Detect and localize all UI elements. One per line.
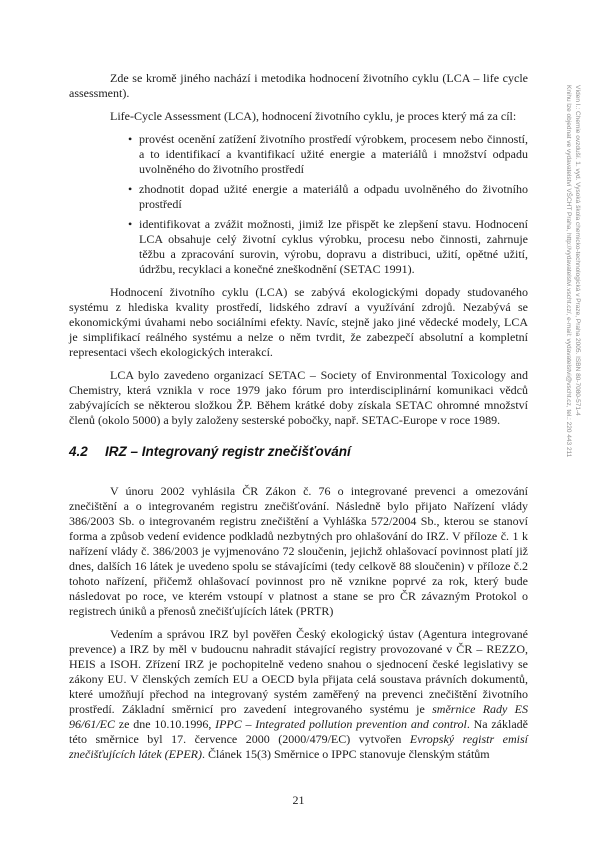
page-number: 21: [292, 793, 305, 807]
text-segment: . Na základě této směrnice byl 17. července 2000 (2000/479/EC) vytvořen: [69, 717, 528, 746]
paragraph-irz-law: V únoru 2002 vyhlásila ČR Zákon č. 76 o integrované prevenci a omezování znečištění a o integrovaném registru znečišťování. Následně bylo přijato Nařízení vlády 386/2003 Sb. o integrovaném registru znečištění a Vyhláška 572/2004 Sb., kterou se stanoví forma a způsob vedení evidence podkladů nezbytných pro ohlašování do IRZ. V příloze č. 1 k nařízení vlády č. 386/2003 je vyjmenováno 72 sloučenin, jejichž ohlašovací povinnost platí již dnes, dalších 16 látek je uvedeno spolu se stávajícími (tedy celkově 88 sloučenin) v příloze č.2 tohoto nařízení, přičemž ohlašovací povinnost pro ně vznikne poprvé za rok, který bude následovat po roce, ve kterém vstoupí v platnost a stane se pro ČR závazným Protokol o registrech úniků a přenosů znečišťujících látek (PRTR): [69, 484, 528, 618]
citation-line-1: Víden I.: Chemie ovzduší. 1. vyd. Vysoká škola chemicko-technologická v Praze, Praha 2005. ISBN 80-7080-571-4: [574, 85, 581, 416]
list-item: [69, 132, 528, 177]
list-item-text: provést ocenění zatížení životního prostředí výrobkem, procesem nebo činností, a to identifikací a kvantifikací užité energie a materiálů i množství odpadu uvolněného do životního prostředí: [139, 132, 528, 176]
list-item-text: identifikovat a zvážit možnosti, jimiž lze přispět ke zlepšení stavu. Hodnocení LCA obsahuje celý životní cyklus výrobku, procesu nebo činnosti, zahrnuje těžbu a zpracování surovin, výrobu, dopravu a distribuci, užití, opětné užití, údržbu, recyklaci a konečné zneškodnění (SETAC 1991).: [139, 217, 528, 276]
section-number: 4.2: [69, 444, 88, 459]
bullet-icon: •: [128, 217, 133, 231]
list-item: [69, 217, 528, 277]
text-segment-italic: Evropský registr emisí znečišťujících látek (EPER): [69, 732, 528, 761]
text-segment-italic: směrnice Rady ES 96/61/EC: [69, 702, 528, 731]
paragraph-setac-history: LCA bylo zavedeno organizací SETAC – Society of Environmental Toxicology and Chemistry, která vznikla v roce 1979 jako fórum pro interdisciplinární komunikaci vědců zabývajících se některou složkou ŽP. Během krátké doby získala SETAC ohromné množství členů (okolo 5000) a byly založeny sesterské pobočky, např. SETAC-Europe v roce 1989.: [69, 368, 528, 427]
text-segment: . Článek 15(3) Směrnice o IPPC stanovuje členským státům: [201, 747, 490, 761]
text-segment: ze dne 10.10.1996,: [115, 717, 216, 731]
section-heading-irz: [69, 444, 528, 460]
text-segment: Vedením a správou IRZ byl pověřen Český ekologický ústav (Agentura integrované prevence) a IRZ by měl v budoucnu nahradit stávající registry provozované v ČR – REZZO, HEIS a ISOH. Zřízení IRZ je pochopitelně vedeno snahou o sjednocení české legislativy se zákony EU. V členských zemích EU a OECD byla přijata celá soustava právních dokumentů, které umožňují přechod na integrovaný systém zaměřený na prevenci znečištění životního prostředí. Základní směrnicí pro zavedení integrovaného systému je: [69, 627, 528, 716]
paragraph-lca-intro: Zde se kromě jiného nachází i metodika hodnocení životního cyklu (LCA – life cycle assessment).: [69, 71, 528, 100]
bullet-icon: •: [128, 132, 133, 146]
text-segment-italic: IPPC – Integrated pollution prevention and control: [215, 717, 467, 731]
bullet-icon: •: [128, 182, 133, 196]
list-item-text: zhodnotit dopad užité energie a materiálů a odpadu uvolněného do životního prostředí: [139, 182, 528, 211]
section-title: IRZ – Integrovaný registr znečišťování: [105, 444, 351, 459]
paragraph-irz-administration: [69, 627, 528, 762]
list-item: [69, 182, 528, 212]
page-body-text: [69, 71, 528, 770]
margin-citation: [564, 85, 582, 540]
lca-goals-list: [69, 132, 528, 277]
citation-line-2: Knihu lze objednat ve vydavatelství VŠCHT Praha, http://vydavatelstvi.vscht.cz/, e-mail: vydavatelstvi@vscht.cz, tel.: 220 443 211: [565, 85, 572, 458]
paragraph-lca-scope: Hodnocení životního cyklu (LCA) se zabývá ekologickými dopady studovaného systému z hlediska kvality prostředí, lidského zdraví a využívání zdrojů. Nezabývá se ekonomickými úvahami nebo sociálními efekty. Navíc, stejně jako jiné vědecké modely, LCA je simplifikací reálného systému a nelze o něm tvrdit, že zabezpečí absolutní a kompletní representaci všech ekologických interakcí.: [69, 285, 528, 359]
paragraph-lca-definition: Life-Cycle Assessment (LCA), hodnocení životního cyklu, je proces který má za cíl:: [110, 109, 517, 123]
